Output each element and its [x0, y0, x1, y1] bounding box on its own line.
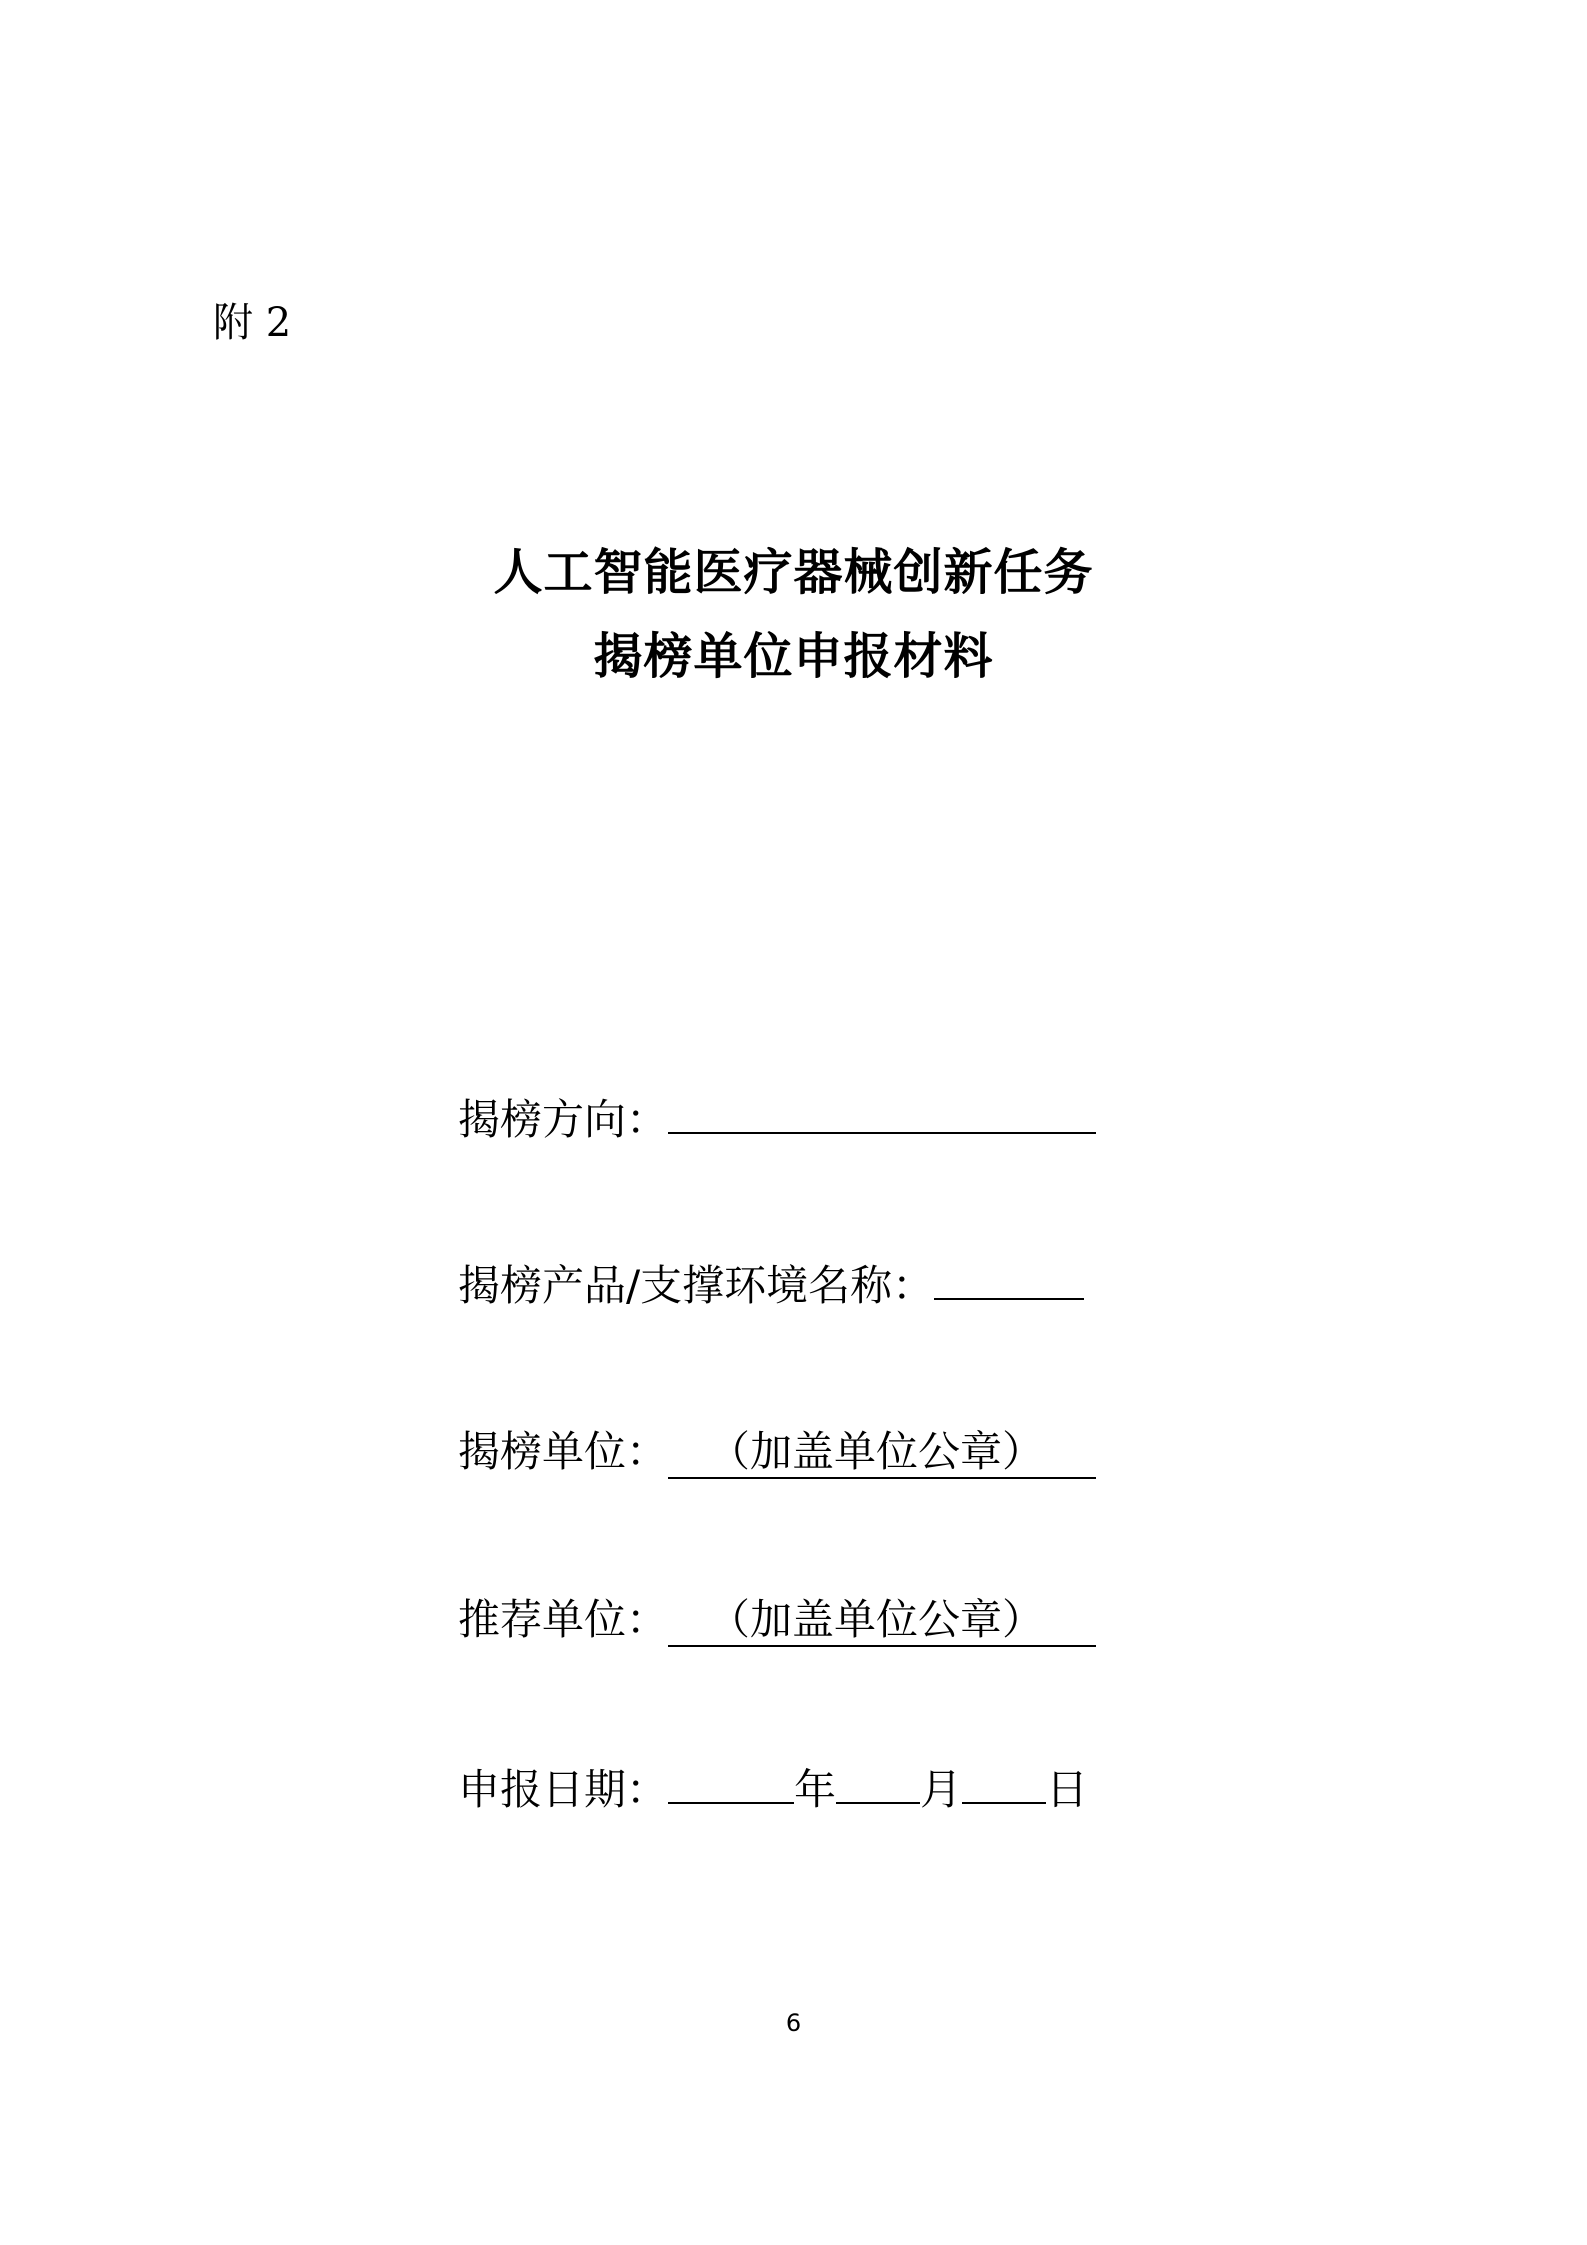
field-date-month-blank	[836, 1758, 920, 1804]
field-direction-label: 揭榜方向：	[458, 1095, 669, 1144]
field-date-year-blank	[668, 1758, 794, 1804]
field-unit-label: 揭榜单位：	[458, 1427, 669, 1476]
field-unit	[458, 1422, 1096, 1482]
field-product	[458, 1254, 1084, 1316]
document-title-line1: 人工智能医疗器械创新任务	[493, 544, 1094, 601]
field-recommender-value-line	[668, 1595, 1096, 1647]
field-date-year: 年	[794, 1765, 837, 1814]
field-direction-blank	[668, 1088, 1096, 1134]
field-date-day-blank	[962, 1758, 1046, 1804]
field-date-day: 日	[1046, 1765, 1089, 1814]
field-date	[458, 1758, 1088, 1820]
field-date-month: 月	[920, 1765, 963, 1814]
field-recommender-label: 推荐单位：	[458, 1595, 669, 1644]
field-unit-value: （加盖单位公章）	[708, 1427, 1045, 1476]
page-number: 6	[785, 2009, 802, 2037]
field-recommender	[458, 1590, 1096, 1650]
document-title-line2: 揭榜单位申报材料	[593, 628, 994, 685]
field-recommender-value: （加盖单位公章）	[708, 1595, 1045, 1644]
attachment-label: 附 2	[213, 300, 292, 346]
field-date-label: 申报日期：	[458, 1765, 669, 1814]
field-product-blank	[934, 1254, 1084, 1300]
field-direction	[458, 1088, 1096, 1150]
field-unit-value-line	[668, 1427, 1096, 1479]
field-product-label: 揭榜产品/支撑环境名称：	[458, 1261, 935, 1310]
